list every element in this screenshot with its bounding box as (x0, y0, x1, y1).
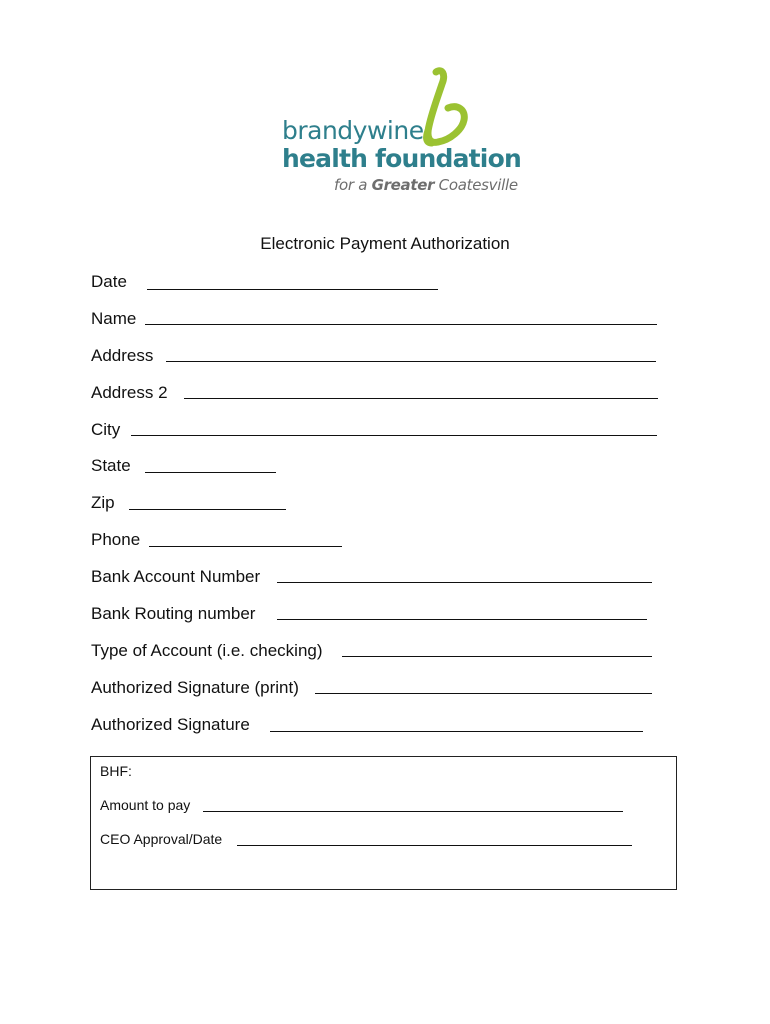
phone-row (91, 528, 140, 550)
brandywine-logo (266, 52, 521, 214)
address2-row (91, 381, 168, 403)
authorized-signature-print-field[interactable] (315, 693, 652, 694)
address-label: Address (91, 346, 154, 365)
bank-account-number-field[interactable] (277, 582, 652, 583)
authorized-signature-label: Authorized Signature (91, 715, 250, 734)
logo-tagline-prefix: for a (334, 176, 372, 194)
ceo-approval-date-field[interactable] (237, 845, 632, 846)
address2-label: Address 2 (91, 383, 168, 402)
bhf-label: BHF: (100, 763, 132, 779)
bhf-office-use-box (90, 756, 677, 890)
authorized-signature-row (91, 713, 250, 735)
type-of-account-label: Type of Account (i.e. checking) (91, 641, 323, 660)
authorized-signature-field[interactable] (270, 731, 643, 732)
type-of-account-field[interactable] (342, 656, 652, 657)
city-row (91, 418, 120, 440)
amount-to-pay-label: Amount to pay (100, 797, 191, 813)
city-label: City (91, 420, 121, 439)
logo-line-health-foundation: health foundation (282, 144, 521, 173)
amount-to-pay-field[interactable] (203, 811, 623, 812)
name-row (91, 307, 136, 329)
logo-tagline-strong: Greater (371, 176, 435, 194)
logo-tagline (334, 176, 518, 194)
bank-routing-number-field[interactable] (277, 619, 647, 620)
authorized-signature-print-row (91, 676, 299, 698)
name-label: Name (91, 309, 137, 328)
phone-field[interactable] (149, 546, 342, 547)
zip-row (91, 491, 115, 513)
date-row (91, 270, 127, 292)
state-row (91, 454, 131, 476)
state-field[interactable] (145, 472, 276, 473)
city-field[interactable] (131, 435, 657, 436)
name-field[interactable] (145, 324, 657, 325)
type-of-account-row (91, 639, 323, 661)
date-field[interactable] (147, 289, 438, 290)
address2-field[interactable] (184, 398, 658, 399)
logo-tagline-suffix: Coatesville (434, 176, 518, 194)
logo-line-brandywine: brandywine (282, 116, 424, 145)
phone-label: Phone (91, 530, 141, 549)
address-row (91, 344, 153, 366)
address-field[interactable] (166, 361, 656, 362)
bank-routing-number-row (91, 602, 255, 624)
ceo-approval-date-label: CEO Approval/Date (100, 831, 223, 847)
bank-routing-number-label: Bank Routing number (91, 604, 256, 623)
date-label: Date (91, 272, 127, 291)
state-label: State (91, 456, 131, 475)
page-title: Electronic Payment Authorization (260, 234, 510, 253)
bank-account-number-label: Bank Account Number (91, 567, 261, 586)
authorized-signature-print-label: Authorized Signature (print) (91, 678, 299, 697)
bank-account-number-row (91, 565, 260, 587)
zip-label: Zip (91, 493, 115, 512)
zip-field[interactable] (129, 509, 286, 510)
